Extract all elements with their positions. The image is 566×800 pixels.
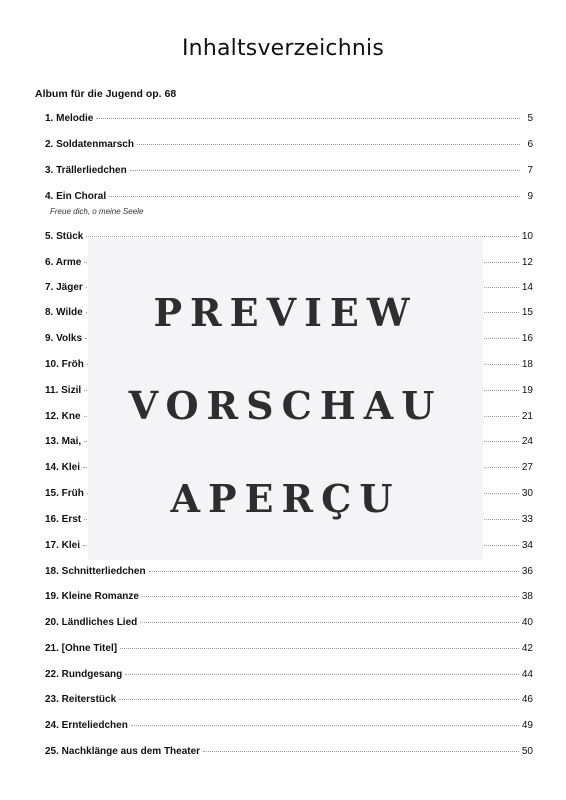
toc-entry[interactable]	[45, 617, 533, 628]
toc-entry[interactable]	[45, 669, 533, 680]
watermark-line: APERÇU	[170, 476, 401, 521]
toc-entry-page: 49	[521, 720, 533, 731]
toc-entry-subtitle: Freue dich, o meine Seele	[50, 207, 144, 216]
toc-entry-page: 16	[521, 333, 533, 344]
leader-dots	[125, 674, 519, 675]
leader-dots	[130, 170, 520, 171]
toc-entry-label: 24. Ernteliedchen	[45, 720, 128, 731]
toc-entry[interactable]	[45, 643, 533, 654]
toc-entry-label: 22. Rundgesang	[45, 669, 123, 680]
toc-entry-label: 2. Soldatenmarsch	[45, 139, 134, 150]
toc-entry[interactable]	[45, 720, 533, 731]
toc-entry-page: 38	[521, 591, 533, 602]
toc-entry-label: 4. Ein Choral	[45, 191, 107, 202]
toc-entry-label: 5. Stück	[45, 231, 84, 242]
watermark-line: VORSCHAU	[128, 383, 443, 428]
toc-entry[interactable]	[45, 746, 533, 757]
toc-entry-page: 36	[521, 566, 533, 577]
toc-entry-label: 17. Klei	[45, 540, 81, 551]
toc-entry-label: 7. Jäger	[45, 282, 83, 293]
toc-entry-page: 40	[521, 617, 533, 628]
toc-entry-page: 5	[527, 113, 533, 124]
toc-entry-label: 25. Nachklänge aus dem Theater	[45, 746, 201, 757]
leader-dots	[137, 144, 520, 145]
toc-entry-label: 20. Ländliches Lied	[45, 617, 138, 628]
toc-entry-page: 9	[527, 191, 533, 202]
leader-dots	[149, 571, 519, 572]
toc-entry-page: 50	[521, 746, 533, 757]
toc-entry-label: 8. Wilde	[45, 307, 83, 318]
toc-entry[interactable]	[45, 566, 533, 577]
toc-entry-page: 42	[521, 643, 533, 654]
toc-entry-label: 12. Kne	[45, 411, 81, 422]
leader-dots	[142, 596, 519, 597]
toc-entry-label: 13. Mai,	[45, 436, 82, 447]
toc-entry-label: 18. Schnitterliedchen	[45, 566, 146, 577]
toc-entry[interactable]	[45, 591, 533, 602]
toc-entry-label: 15. Früh	[45, 488, 84, 499]
toc-entry-page: 34	[521, 540, 533, 551]
toc-entry-page: 44	[521, 669, 533, 680]
leader-dots	[86, 236, 519, 237]
toc-entry-page: 30	[521, 488, 533, 499]
toc-entry-page: 21	[521, 411, 533, 422]
toc-entry-label: 3. Trällerliedchen	[45, 165, 127, 176]
toc-entry-page: 24	[521, 436, 533, 447]
toc-entry-label: 6. Arme	[45, 257, 82, 268]
toc-entry-label: 14. Klei	[45, 462, 81, 473]
toc-entry-label: 9. Volks	[45, 333, 83, 344]
section-title: Album für die Jugend op. 68	[35, 88, 177, 100]
toc-entry[interactable]	[45, 165, 533, 176]
leader-dots	[119, 699, 519, 700]
watermark-line: PREVIEW	[153, 290, 418, 335]
leader-dots	[203, 751, 519, 752]
toc-entry-page: 7	[527, 165, 533, 176]
toc-entry-page: 15	[521, 307, 533, 318]
toc-entry-page: 12	[521, 257, 533, 268]
leader-dots	[120, 648, 519, 649]
leader-dots	[109, 196, 520, 197]
page-title: Inhaltsverzeichnis	[181, 36, 384, 61]
toc-entry-page: 27	[521, 462, 533, 473]
toc-entry-label: 21. [Ohne Titel]	[45, 643, 118, 654]
toc-entry-page: 46	[521, 694, 533, 705]
leader-dots	[140, 622, 519, 623]
toc-entry-page: 18	[521, 359, 533, 370]
toc-entry-label: 19. Kleine Romanze	[45, 591, 139, 602]
toc-entry[interactable]	[45, 694, 533, 705]
toc-entry-label: 23. Reiterstück	[45, 694, 117, 705]
toc-entry-label: 1. Melodie	[45, 113, 94, 124]
toc-entry-page: 14	[521, 282, 533, 293]
toc-entry[interactable]	[45, 139, 533, 150]
leader-dots	[131, 725, 519, 726]
toc-entry-label: 11. Sizil	[45, 385, 82, 396]
toc-entry-page: 19	[521, 385, 533, 396]
toc-entry-page: 10	[521, 231, 533, 242]
toc-entry[interactable]	[45, 191, 533, 202]
toc-entry[interactable]	[45, 113, 533, 124]
toc-entry-label: 16. Erst	[45, 514, 82, 525]
toc-entry-page: 33	[521, 514, 533, 525]
preview-watermark	[88, 238, 483, 560]
leader-dots	[96, 118, 520, 119]
toc-entry-label: 10. Fröh	[45, 359, 84, 370]
toc-entry-page: 6	[527, 139, 533, 150]
